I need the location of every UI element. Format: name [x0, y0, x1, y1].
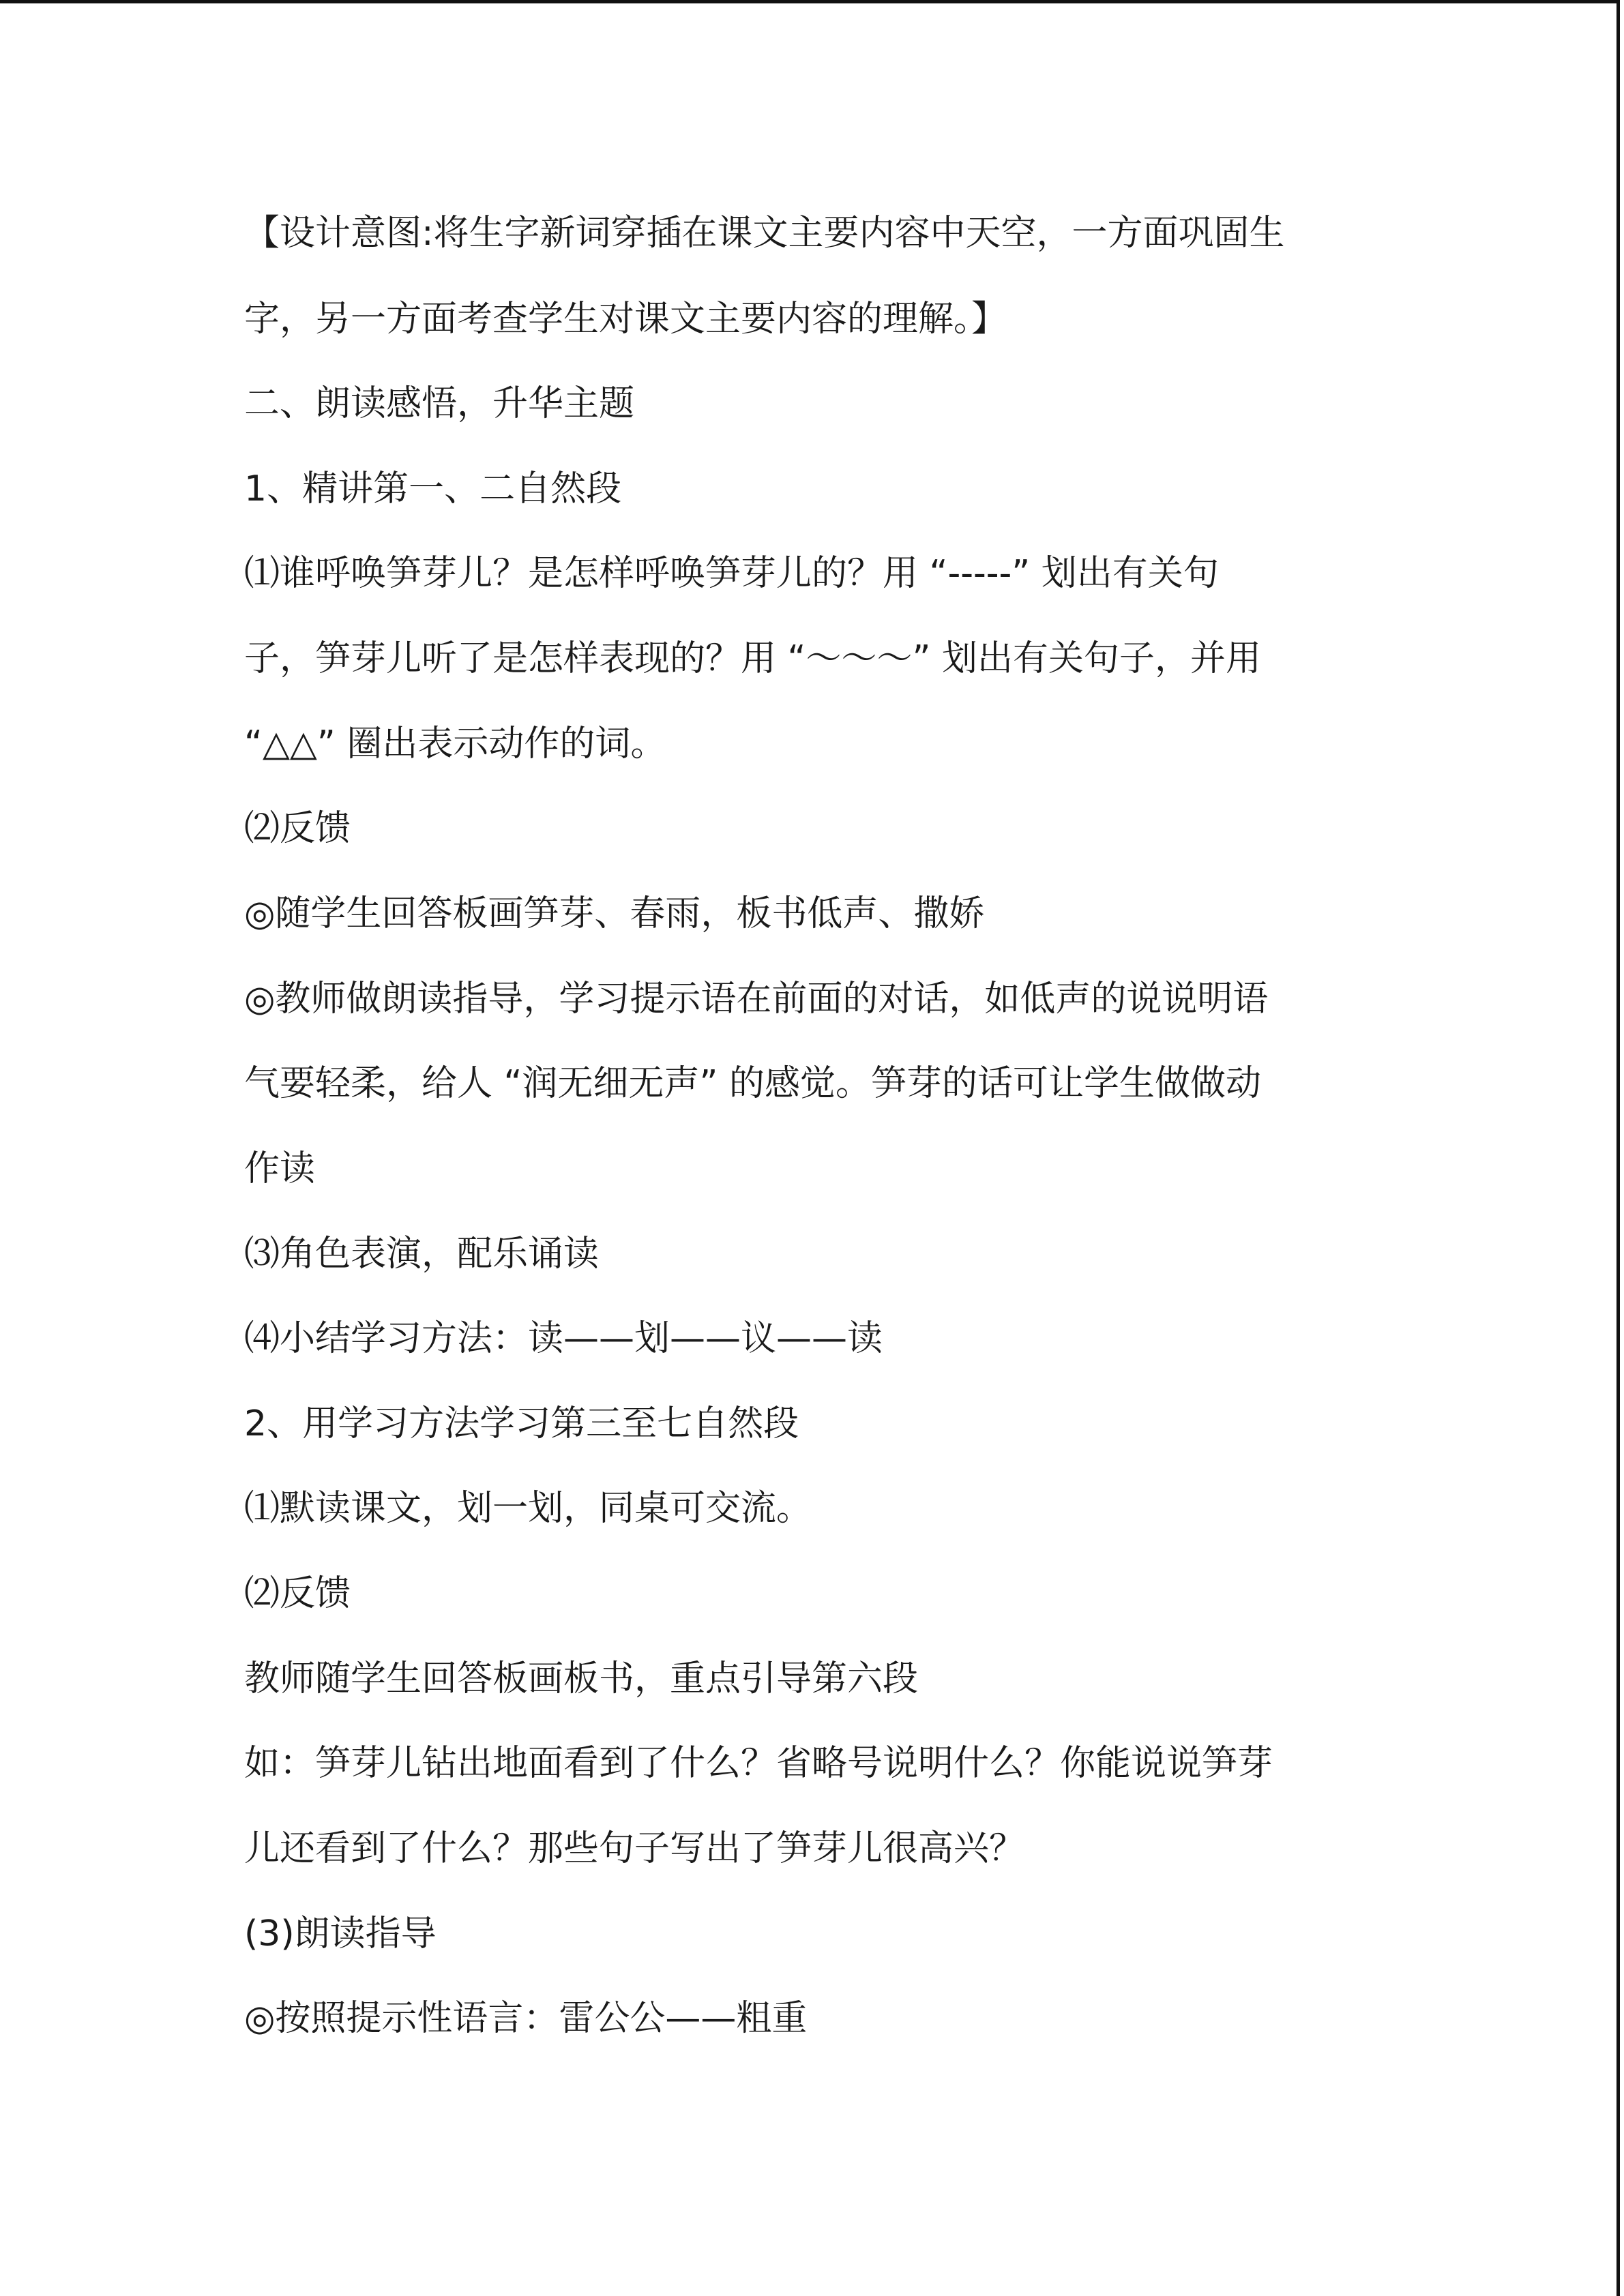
- paragraph-line: 教师随学生回答板画板书，重点引导第六段: [244, 1658, 919, 1699]
- design-intent-line-1: 【设计意图:将生字新词穿插在课文主要内容中天空，一方面巩固生: [244, 213, 1285, 254]
- list-item: ⑷小结学习方法：读——划——议——读: [244, 1318, 883, 1359]
- paragraph-line: ⑴谁呼唤笋芽儿？是怎样呼唤笋芽儿的？用 “-----” 划出有关句: [244, 553, 1219, 594]
- bullet-line: ◎随学生回答板画笋芽、春雨，板书低声、撒娇: [244, 893, 985, 934]
- paragraph-line: 气要轻柔，给人 “润无细无声” 的感觉。笋芽的话可让学生做做动: [244, 1063, 1261, 1104]
- bullet-line: ◎教师做朗读指导，学习提示语在前面的对话，如低声的说说明语: [244, 979, 1269, 1019]
- paragraph-line: 子，笋芽儿听了是怎样表现的？用 “～～～” 划出有关句子，并用: [244, 638, 1261, 679]
- paragraph-line: 如：笋芽儿钻出地面看到了什么？省略号说明什么？你能说说笋芽: [244, 1743, 1273, 1784]
- subsection-heading-2: 2、用学习方法学习第三至七自然段: [244, 1403, 799, 1444]
- list-item: (3)朗读指导: [244, 1913, 437, 1954]
- paragraph-line: “△△” 圈出表示动作的词。: [244, 724, 666, 764]
- paragraph-line: 儿还看到了什么？那些句子写出了笋芽儿很高兴？: [244, 1828, 1025, 1869]
- list-item: ⑶角色表演，配乐诵读: [244, 1234, 600, 1274]
- paragraph-line: 作读: [244, 1148, 316, 1189]
- bullet-line: ◎按照提示性语言：雷公公——粗重: [244, 1998, 808, 2039]
- feedback-heading: ⑵反馈: [244, 808, 351, 849]
- subsection-heading-1: 1、精讲第一、二自然段: [244, 468, 622, 509]
- section-heading-2: 二、朗读感悟，升华主题: [244, 383, 635, 424]
- list-item: ⑴默读课文，划一划，同桌可交流。: [244, 1488, 812, 1529]
- design-intent-line-2: 字，另一方面考查学生对课文主要内容的理解。】: [244, 299, 1007, 340]
- feedback-heading: ⑵反馈: [244, 1573, 351, 1614]
